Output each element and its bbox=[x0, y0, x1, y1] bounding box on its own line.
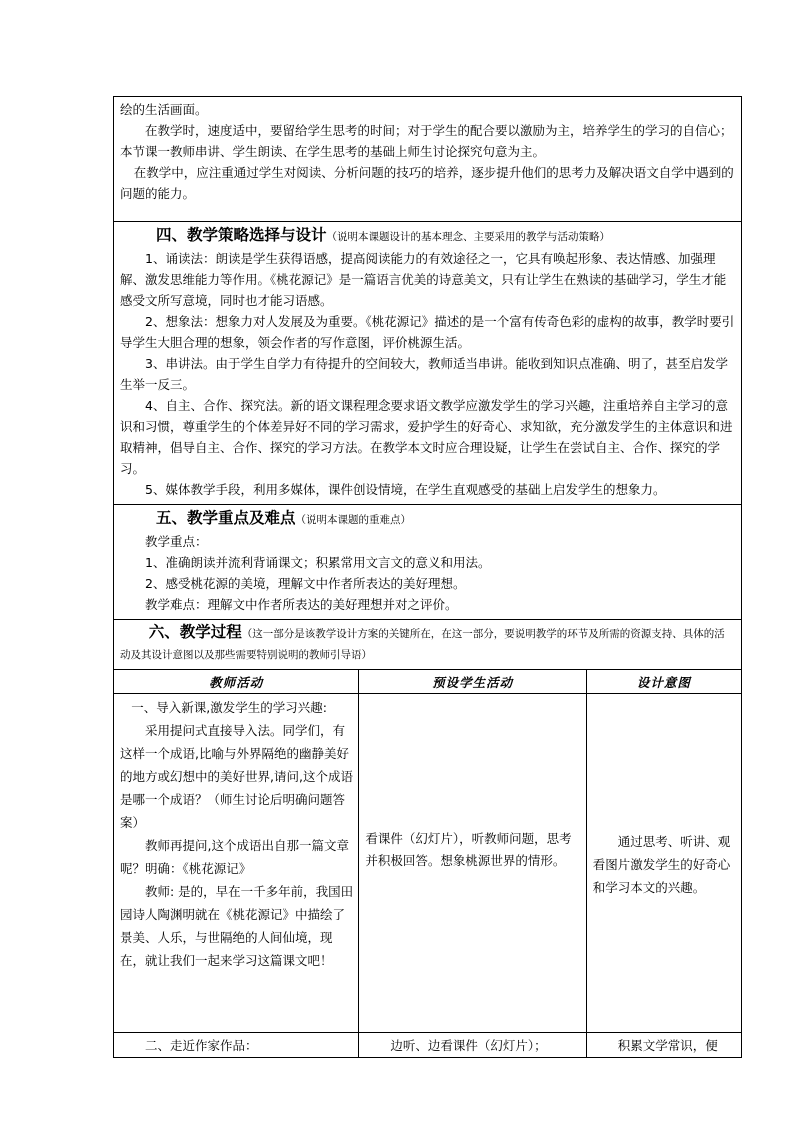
sec5-key-label: 教学重点： bbox=[145, 534, 208, 549]
student-text: 边听、边看课件（幻灯片）； bbox=[390, 1038, 547, 1053]
student-activity-cell bbox=[359, 694, 586, 1033]
sec3-paragraph-1: 绘的生活画面。 bbox=[120, 102, 208, 117]
student-text: 看课件（幻灯片），听教师问题，思考并积极回答。想象桃源世界的情形。 bbox=[365, 831, 572, 868]
sec6-title: 六、教学过程 bbox=[148, 622, 242, 641]
sec3-paragraph-2: 在教学时，速度适中，要留给学生思考的时间；对于学生的配合要以激励为主，培养学生的学习的自信心；本节课一教师串讲、学生朗读、在学生思考的基础上师生讨论探究句意为主。 bbox=[120, 123, 733, 159]
document-page bbox=[113, 96, 742, 1058]
sec5-title: 五、教学重点及难点 bbox=[156, 508, 296, 527]
sec5-note: （说明本课题的重难点） bbox=[295, 514, 412, 526]
sec6-note: （这一部分是该教学设计方案的关键所在，在这一部分，要说明教学的环节及所需的资源支持、具体的活动及其设计意图以及那些需要特别说明的教师引导语） bbox=[120, 628, 725, 661]
teacher-activity-cell bbox=[114, 694, 359, 1033]
sec4-item-3: 3、串讲法。由于学生自学力有待提升的空间较大，教师适当串讲。能收到知识点准确、明了，甚至启发学生举一反三。 bbox=[120, 356, 728, 392]
lesson-plan-table bbox=[113, 96, 742, 1058]
sec4-item-5: 5、媒体教学手段，利用多媒体，课件创设情境，在学生直观感受的基础上启发学生的想象力。 bbox=[145, 482, 666, 497]
sec4-note: （说明本课题设计的基本理念、主要采用的教学与活动策略） bbox=[326, 231, 611, 243]
sec4-title: 四、教学策略选择与设计 bbox=[156, 225, 327, 244]
sec4-item-4: 4、自主、合作、探究法。新的语文课程理念要求语文教学应激发学生的学习兴趣，注重培养自主学习的意识和习惯，尊重学生的个体差异好不同的学习需求，爱护学生的好奇心、求知欲，充分激发学生的主体意识和进取精神，倡导自主、合作、探究的学习方法。在教学本文时应合理设疑，让学生在尝试自主、合作、探究的学习。 bbox=[120, 398, 733, 476]
table-row bbox=[114, 694, 742, 1033]
sec4-item-2: 2、想象法：想象力对人发展及为重要。《桃花源记》描述的是一个富有传奇色彩的虚构的故事，教学时要引导学生大胆合理的想象，领会作者的写作意图，评价桃源生活。 bbox=[120, 314, 735, 350]
section-3-tail bbox=[114, 97, 742, 222]
teacher-text: 采用提问式直接导入法。同学们，有这样一个成语,比喻与外界隔绝的幽静美好的地方或幻想中的美好世界,请问,这个成语是哪一个成语？（师生讨论后明确问题答案） bbox=[120, 723, 353, 830]
sec5-key-item-2: 2、感受桃花源的美境，理解文中作者所表达的美好理想。 bbox=[145, 576, 466, 591]
sec3-paragraph-3: 在教学中，应注重通过学生对阅读、分析问题的技巧的培养，逐步提升他们的思考力及解决语文自学中遇到的问题的能力。 bbox=[120, 165, 734, 201]
table-row bbox=[114, 1033, 742, 1058]
sec4-item-1: 1、诵读法：朗读是学生获得语感，提高阅读能力的有效途径之一，它具有唤起形象、表达情感、加强理解、激发思维能力等作用。《桃花源记》是一篇语言优美的诗意美文，只有让学生在熟读的基础学习，学生才能感受文所写意境，同时也才能习语感。 bbox=[120, 251, 727, 308]
sec5-difficulty: 教学难点：理解文中作者所表达的美好理想并对之评价。 bbox=[145, 597, 458, 612]
section-5 bbox=[114, 505, 742, 620]
design-intent-cell bbox=[586, 694, 741, 1033]
process-table-header bbox=[114, 670, 742, 694]
teacher-step-title: 二、走近作家作品： bbox=[145, 1038, 258, 1053]
section-4 bbox=[114, 222, 742, 505]
teacher-text: 教师: 是的，早在一千多年前，我国田园诗人陶渊明就在《桃花源记》中描绘了景美、人乐，与世隔绝的人间仙境，现在，就让我们一起来学习这篇课文吧！ bbox=[120, 884, 354, 968]
teacher-step-title: 一、导入新课,激发学生的学习兴趣: bbox=[131, 700, 327, 715]
header-student-activity: 预设学生活动 bbox=[432, 675, 514, 690]
header-teacher-activity: 教师活动 bbox=[209, 675, 264, 690]
teacher-text: 教师再提问,这个成语出自那一篇文章呢？明确：《桃花源记》 bbox=[120, 838, 349, 876]
intent-text: 积累文学常识，便 bbox=[617, 1038, 718, 1053]
sec5-key-item-1: 1、准确朗读并流利背诵课文；积累常用文言文的意义和用法。 bbox=[145, 555, 491, 570]
header-design-intent: 设计意图 bbox=[636, 675, 691, 690]
section-6-heading bbox=[114, 620, 742, 670]
intent-text: 通过思考、听讲、观看图片激发学生的好奇心和学习本文的兴趣。 bbox=[592, 833, 731, 895]
